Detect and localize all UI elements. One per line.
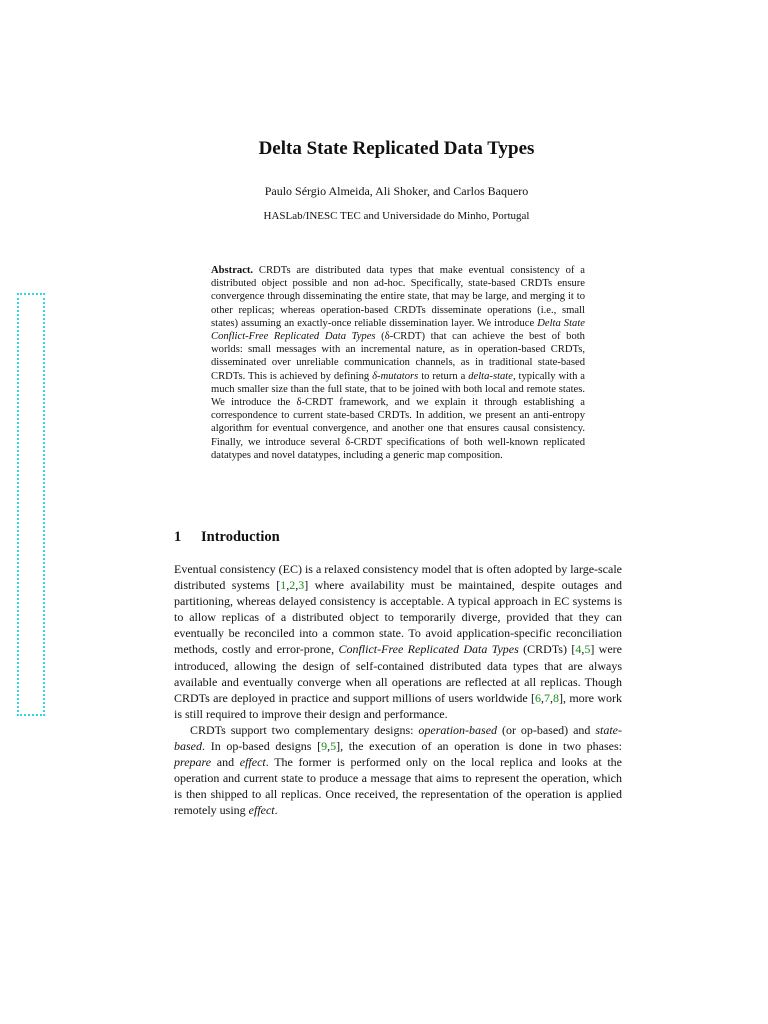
- emphasis: operation-based: [418, 722, 498, 737]
- citation-link[interactable]: 4: [575, 642, 582, 657]
- margin-annotation-box: [17, 293, 45, 716]
- section-heading: [174, 529, 280, 546]
- citation-separator: ,: [286, 578, 290, 593]
- paragraph-text: ], the execution of an operation is done in two phases:: [336, 739, 623, 754]
- section-number: 1: [174, 529, 182, 545]
- citation-separator: ,: [295, 578, 299, 593]
- paper-authors: Paulo Sérgio Almeida, Ali Shoker, and Carlos Baquero: [264, 184, 529, 198]
- paper-title: Delta State Replicated Data Types: [258, 138, 535, 159]
- abstract-emphasis: Delta State Conflict-Free Replicated Data Types: [211, 317, 585, 343]
- abstract-text: (δ-CRDT) that can achieve the best of both worlds: small messages with an incremental nature, as in operation-based CRDTs, disseminated over unreliable communication channels, as in traditional state-based CRDTs. This is achieved by defining: [211, 331, 585, 382]
- citation-link[interactable]: 6: [535, 690, 542, 705]
- section-body: [174, 561, 622, 819]
- abstract-text: to return a: [418, 370, 469, 382]
- abstract-text: , typically with a much smaller size than the full state, that to be joined with both local and remote states. We introduce the δ-CRDT framework, and we explain it through establishing a correspondence to current state-based CRDTs. In addition, we present an anti-entropy algorithm for eventual convergence, and another one that ensures causal consistency. Finally, we introduce several δ-CRDT specifications of both well-known replicated datatypes and novel datatypes, including a generic map composition.: [211, 370, 585, 461]
- emphasis: prepare: [174, 755, 212, 770]
- citation-link[interactable]: 2: [289, 578, 296, 593]
- abstract-emphasis: delta-state: [468, 370, 513, 382]
- paragraph: [174, 561, 622, 722]
- citation-separator: ,: [327, 739, 331, 754]
- paragraph: [174, 722, 622, 819]
- citation-link[interactable]: 9: [321, 739, 328, 754]
- citation-link[interactable]: 3: [298, 578, 305, 593]
- abstract-label: Abstract.: [211, 265, 254, 276]
- citation-link[interactable]: 1: [280, 578, 287, 593]
- citation-separator: ,: [550, 690, 554, 705]
- paragraph-text: ] were introduced, allowing the design of self-contained distributed data types that are always available and eventually converge when all operations are reflected at all replicas. Though CRDTs are deployed in practice and support millions of users worldwide [: [174, 642, 622, 705]
- paragraph-text: Eventual consistency (EC) is a relaxed consistency model that is often adopted by large-scale distributed systems [: [174, 562, 622, 593]
- paragraph-text: CRDTs support two complementary designs:: [190, 722, 419, 737]
- citation-link[interactable]: 5: [584, 642, 591, 657]
- paragraph-text: and: [211, 755, 240, 770]
- abstract-emphasis: δ-mutators: [372, 370, 419, 382]
- emphasis: Conflict-Free Replicated Data Types: [338, 642, 519, 657]
- citation-link[interactable]: 7: [544, 690, 551, 705]
- emphasis: effect: [239, 755, 266, 770]
- paragraph-text: . In op-based designs [: [202, 739, 322, 754]
- section-title: Introduction: [201, 529, 280, 545]
- abstract: [211, 264, 585, 462]
- paragraph-text: (CRDTs) [: [518, 642, 576, 657]
- citation-separator: ,: [541, 690, 545, 705]
- paragraph-text: (or op-based) and: [497, 722, 596, 737]
- citation-link[interactable]: 5: [330, 739, 337, 754]
- paragraph-text: ] where availability must be maintained, despite outages and partitioning, whereas delayed consistency is acceptable. A typical approach in EC systems is to allow replicas of a distributed object to temporarily diverge, provided that they can eventually be reconciled into a common state. To avoid application-specific reconciliation methods, costly and error-prone,: [174, 578, 623, 657]
- paper-affiliation: HASLab/INESC TEC and Universidade do Minho, Portugal: [263, 210, 530, 222]
- paragraph-text: .: [274, 803, 278, 818]
- abstract-text: CRDTs are distributed data types that make eventual consistency of a distributed object possible and non ad-hoc. Specifically, state-based CRDTs ensure convergence through disseminating the entire state, that may be large, and merging it to other replicas; whereas operation-based CRDTs disseminate operations (i.e., small states) assuming an exactly-once reliable dissemination layer. We introduce: [211, 265, 585, 329]
- citation-link[interactable]: 8: [553, 690, 560, 705]
- citation-separator: ,: [581, 642, 585, 657]
- emphasis: state-based: [174, 722, 622, 754]
- emphasis: effect: [248, 803, 275, 818]
- paragraph-text: . The former is performed only on the local replica and looks at the operation and current state to produce a message that aims to represent the operation, which is then shipped to all replicas. Once received, the representation of the operation is applied remotely using: [174, 755, 622, 818]
- paragraph-text: ], more work is still required to improve their design and performance.: [174, 690, 622, 721]
